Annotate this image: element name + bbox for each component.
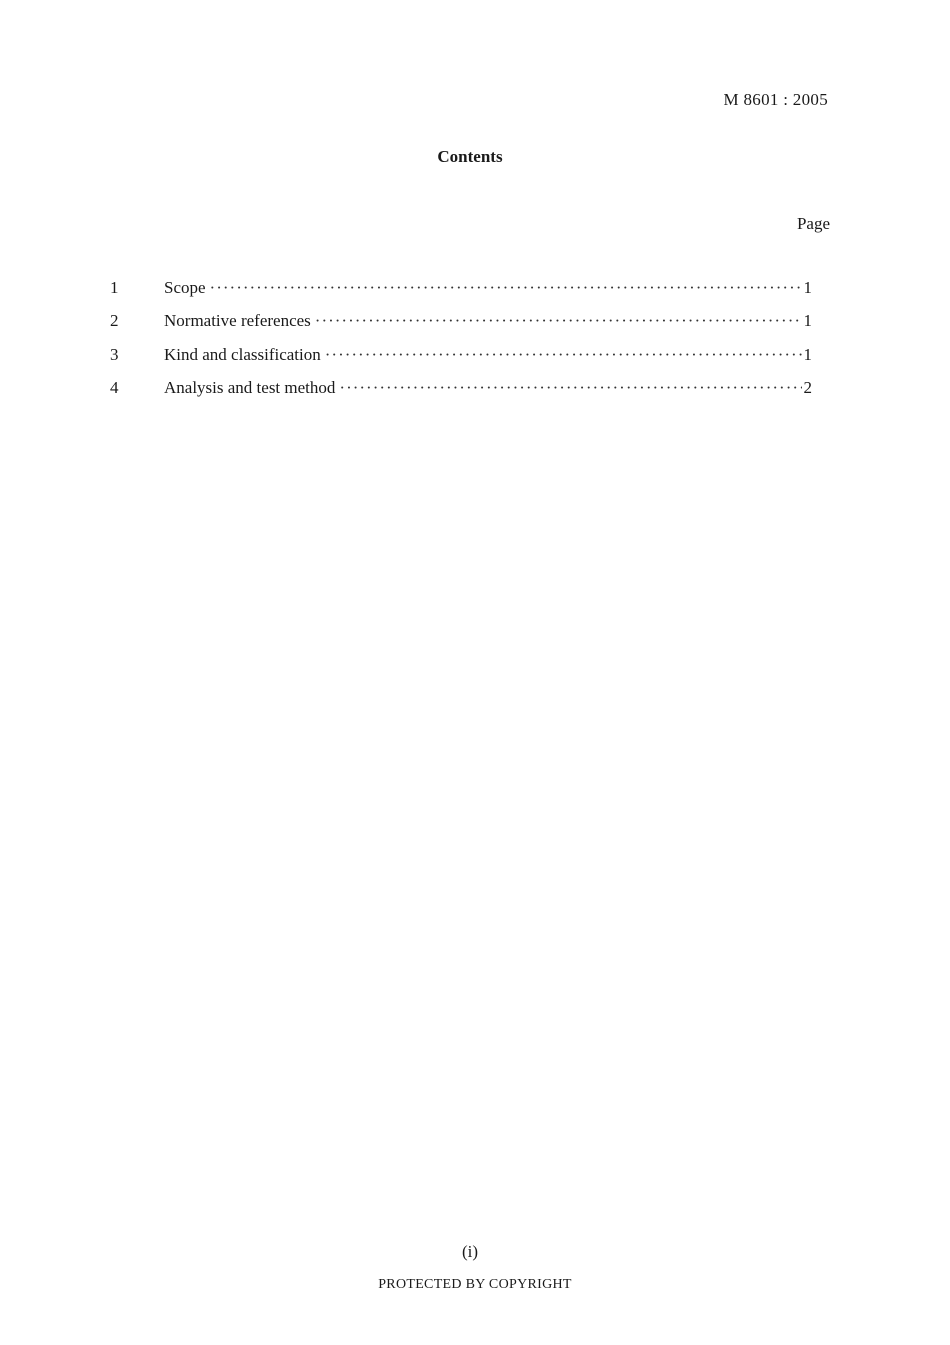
toc-entry-page: 1 xyxy=(803,311,812,331)
toc-entry-title: Kind and classification xyxy=(164,344,321,364)
dot-leader xyxy=(315,311,802,331)
toc-entry-number: 4 xyxy=(110,377,119,397)
toc-entry-analysis-and-test-method[interactable] xyxy=(110,378,812,411)
toc-entry-page: 1 xyxy=(803,278,812,297)
copyright-notice: PROTECTED BY COPYRIGHT xyxy=(378,1277,572,1292)
toc-entry-number: 3 xyxy=(110,344,119,364)
dot-leader xyxy=(339,378,801,398)
toc-entry-number: 2 xyxy=(110,311,119,331)
toc-entry-scope[interactable] xyxy=(110,278,812,311)
table-of-contents xyxy=(110,278,812,411)
contents-heading: Contents xyxy=(437,147,503,166)
toc-entry-title: Normative references xyxy=(164,311,311,331)
toc-entry-number: 1 xyxy=(110,278,119,297)
toc-entry-kind-and-classification[interactable] xyxy=(110,345,812,378)
page-column-label: Page xyxy=(796,214,830,233)
toc-entry-title: Analysis and test method xyxy=(164,377,336,397)
dot-leader xyxy=(325,345,802,365)
toc-entry-page: 1 xyxy=(803,344,812,364)
document-id: M 8601 : 2005 xyxy=(723,90,828,109)
dot-leader xyxy=(210,278,802,298)
toc-entry-page: 2 xyxy=(803,377,812,397)
toc-entry-normative-references[interactable] xyxy=(110,311,812,344)
page-number: (i) xyxy=(461,1242,479,1261)
toc-entry-title: Scope xyxy=(164,278,206,297)
